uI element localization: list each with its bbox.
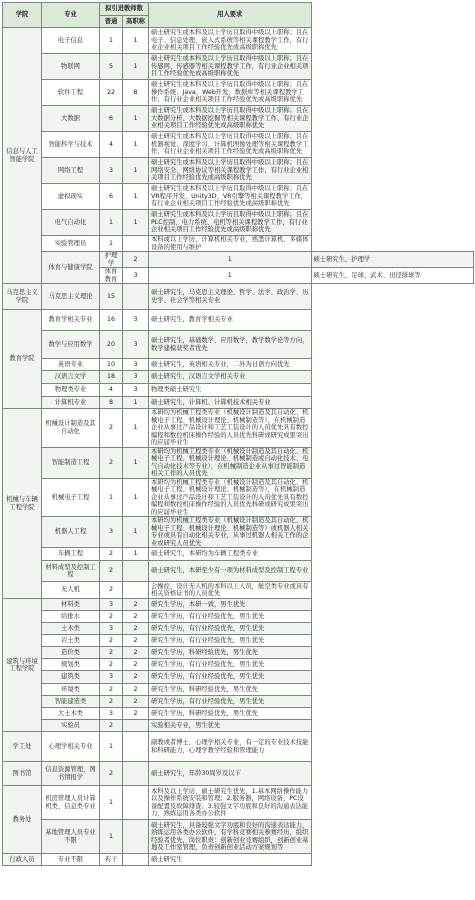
table-row bbox=[3, 708, 474, 720]
normal-count-cell: 6 bbox=[100, 106, 123, 132]
table-row bbox=[3, 786, 474, 820]
requirements-cell: 本研均为机械工程类专业（机械设计制造及其自动化、机械电子工程、机械设计理论、机械制造等），在机械制造企业从事过产品设计和工艺工装设计的人员优先具有数控编程和数控机床操作经验的人员优先科研或研究成果突出的应届毕业生 bbox=[149, 478, 312, 517]
high-count-cell: 2 bbox=[123, 659, 149, 671]
table-row bbox=[3, 854, 474, 866]
high-count-cell bbox=[123, 582, 149, 599]
major-cell: 造价类 bbox=[42, 647, 100, 659]
normal-count-cell: 2 bbox=[100, 409, 123, 448]
table-row bbox=[3, 310, 474, 331]
requirements-cell: 本科或以上学历，计算机相关专业，熟悉计算机、多媒体设备的使用与维护 bbox=[149, 236, 312, 252]
normal-count-cell: 3 bbox=[100, 671, 123, 684]
normal-count-cell: 1 bbox=[100, 236, 123, 252]
normal-count-cell: 20 bbox=[100, 331, 123, 359]
table-row bbox=[3, 447, 474, 478]
major-cell: 机器人工程 bbox=[42, 517, 100, 548]
normal-count-cell: 3 bbox=[100, 623, 123, 635]
high-count-cell: 1 bbox=[123, 548, 149, 561]
normal-count-cell: 2 bbox=[123, 252, 149, 268]
high-count-cell: 3 bbox=[123, 371, 149, 384]
major-cell: 大土木类 bbox=[42, 708, 100, 720]
major-cell: 机械设计制造及其自动化 bbox=[42, 409, 100, 448]
normal-count-cell: 1 bbox=[100, 28, 123, 54]
college-cell: 机械与车辆工程学院 bbox=[3, 409, 42, 599]
requirements-cell: 研究生学历，有行业经验优先，男生优先 bbox=[149, 635, 312, 647]
table-row bbox=[3, 684, 474, 696]
normal-count-cell: 1 bbox=[100, 478, 123, 517]
normal-count-cell: 2 bbox=[100, 720, 123, 732]
high-count-cell: 3 bbox=[123, 359, 149, 371]
normal-count-cell: 8 bbox=[100, 397, 123, 409]
major-cell: 专业不限 bbox=[42, 854, 100, 866]
table-row bbox=[3, 359, 474, 371]
high-count-cell: 1 bbox=[123, 447, 149, 478]
table-row bbox=[3, 132, 474, 158]
major-cell: 教育学相关专业 bbox=[42, 310, 100, 331]
high-count-cell bbox=[123, 820, 149, 854]
major-cell: 英语专业 bbox=[42, 359, 100, 371]
college-cell: 学工处 bbox=[3, 732, 42, 762]
requirements-cell: 硕士研究生，马克思主义理论、哲学、法学、政治学、历史学、社会学等相关专业 bbox=[149, 284, 312, 310]
requirements-cell: 硕士研究生，具备较强文字功底和良好的沟通表达能力，熟练运用各类办公软件，有学科竞赛相关参赛经历，组织经验者优先，岗位职责：创新创业竞赛组织，创新创业基地及工作室管理，负责创新创业活动方案规划等 bbox=[149, 820, 312, 854]
college-cell: 信息与人工智能学院 bbox=[3, 28, 42, 284]
normal-count-cell: 2 bbox=[100, 582, 123, 599]
normal-count-cell: 2 bbox=[100, 684, 123, 696]
requirements-cell: 硕士研究生或本科及以上学历且取得中级以上职称；且在VR程序开发、Unity3D、VR引擎等相关课程教学工作，有行业企业相关项目工作经验优先或高级职称优先 bbox=[149, 184, 312, 210]
table-row bbox=[3, 236, 474, 252]
requirements-cell: 硕士研究生 bbox=[149, 854, 312, 866]
requirements-cell: 会操控，设计无人机的本科以上人员，航空类专业或具有相关资格证书的人员优先 bbox=[149, 582, 312, 599]
requirements-cell: 研究生学历，有行业经验优先，男生优先 bbox=[149, 623, 312, 635]
normal-count-cell: 1 bbox=[100, 732, 123, 762]
table-row bbox=[3, 659, 474, 671]
normal-count-cell: 3 bbox=[100, 708, 123, 720]
normal-count-cell: 5 bbox=[100, 54, 123, 80]
table-row bbox=[3, 158, 474, 184]
high-count-cell bbox=[123, 284, 149, 310]
requirements-cell: 硕士研究生，基础数学，应用数学，教学数学论等方向，数学建模获奖者优先 bbox=[149, 331, 312, 359]
header-normal: 普通 bbox=[100, 16, 123, 28]
normal-count-cell: 2 bbox=[100, 447, 123, 478]
requirements-cell: 本研均为机械工程类专业（机械设计制造及其自动化、机械电子工程、机械设计理论、机械制造或自动化技术、电气自动化技术等专业），在机械制造企业从事过智能制造相关工作的人员优先 bbox=[149, 447, 312, 478]
requirements-cell: 硕士研究生或本科及以上学历且取得中级以上职称；且在网络安全、网络协议等相关课程教学工作，有行业企业相关项目工作经验优先或高级职称优先 bbox=[149, 158, 312, 184]
requirements-cell: 硕士研究生，本研均为车辆工程类专业 bbox=[149, 548, 312, 561]
normal-count-cell: 2 bbox=[100, 659, 123, 671]
normal-count-cell: 3 bbox=[123, 268, 149, 284]
normal-count-cell: 1 bbox=[100, 786, 123, 820]
requirements-cell: 硕士研究生，年龄30周岁及以下 bbox=[149, 762, 312, 786]
requirements-cell: 研究生学历，有行业经验优先，男生优先 bbox=[149, 696, 312, 708]
major-cell: 汉语言文学 bbox=[42, 371, 100, 384]
high-count-cell: 2 bbox=[123, 647, 149, 659]
table-row bbox=[3, 384, 474, 397]
requirements-cell: 硕士研究生或本科及以上学历且取得中级以上职称；且在PLC控制、电力系统、电机等相关课程教学工作，有行业企业相关项目工作经验优先或高级职称优先 bbox=[149, 210, 312, 236]
requirements-cell: 研究生学历，有行业经验优先，男生优先 bbox=[149, 671, 312, 684]
normal-count-cell: 2 bbox=[100, 635, 123, 647]
requirements-cell: 研究生学历，有行业经验优先，男生优先 bbox=[149, 611, 312, 623]
major-cell: 计算机专业 bbox=[42, 397, 100, 409]
normal-count-cell: 1 bbox=[100, 210, 123, 236]
high-count-cell bbox=[123, 236, 149, 252]
high-count-cell bbox=[123, 762, 149, 786]
normal-count-cell: 2 bbox=[100, 647, 123, 659]
requirements-cell: 硕士研究生或本科及以上学历且取得中级以上职称；且在机器视觉、深度学习、计算机图像处理等相关课程教学工作，有行业企业相关项目工作经验优先或高级职称优先 bbox=[149, 132, 312, 158]
high-count-cell: 3 bbox=[123, 384, 149, 397]
table-row bbox=[3, 184, 474, 210]
requirements-cell: 实验相关专业，男生优先 bbox=[149, 720, 312, 732]
high-count-cell: 1 bbox=[149, 252, 312, 268]
table-row bbox=[3, 732, 474, 762]
major-cell: 马克思主义理论 bbox=[42, 284, 100, 310]
requirements-cell: 硕士研究生，本研至少有一项为材料成型及控制工程专业 bbox=[149, 561, 312, 582]
table-row bbox=[3, 696, 474, 708]
high-count-cell: 1 bbox=[123, 132, 149, 158]
normal-count-cell: 15 bbox=[100, 284, 123, 310]
major-cell: 智能科学与技术 bbox=[42, 132, 100, 158]
high-count-cell: 1 bbox=[123, 409, 149, 448]
requirements-cell: 硕士研究生或本科及以上学历且取得中级以上职称；且在传感网、传感器等相关课程教学工作，有行业企业相关项目工作经验优先或高级职称优先 bbox=[149, 54, 312, 80]
requirements-cell: 本研均为机械工程类专业（机械设计制造及其自动化、机械电子工程、机械设计理论、机械制造等）或机器人相关专业或具有自动化相关专业，从事过机器人相关工作的企业或研究人员优先 bbox=[149, 517, 312, 548]
high-count-cell: 1 bbox=[123, 210, 149, 236]
high-count-cell bbox=[123, 720, 149, 732]
table-row bbox=[3, 647, 474, 659]
college-cell: 图书馆 bbox=[3, 762, 42, 786]
table-row bbox=[3, 54, 474, 80]
normal-count-cell: 2 bbox=[100, 611, 123, 623]
requirements-cell: 物理类硕士研究生 bbox=[149, 384, 312, 397]
requirements-cell: 本研均为机械工程类专业（机械设计制造及其自动化、机械电子工程、机械设计理论、机械制造等），在机械制造企业从事过产品设计和工艺工装设计的人员优先具有数控编程和数控机床操作经验的人员优先科研或研究成果突出的应届毕业生 bbox=[149, 409, 312, 448]
major-cell: 电气自动化 bbox=[42, 210, 100, 236]
table-row bbox=[3, 635, 474, 647]
header-college: 学院 bbox=[3, 3, 42, 28]
major-cell: 虚拟现实 bbox=[42, 184, 100, 210]
table-row bbox=[3, 409, 474, 448]
header-major: 专业 bbox=[42, 3, 100, 28]
table-row bbox=[3, 210, 474, 236]
header-plan-group: 拟引进教师数 bbox=[100, 3, 149, 16]
high-count-cell: 8 bbox=[123, 80, 149, 106]
table-row bbox=[3, 611, 474, 623]
normal-count-cell: 3 bbox=[100, 599, 123, 611]
major-cell: 实验员 bbox=[42, 720, 100, 732]
major-cell: 网络工程 bbox=[42, 158, 100, 184]
normal-count-cell: 4 bbox=[100, 384, 123, 397]
normal-count-cell: 16 bbox=[100, 310, 123, 331]
high-count-cell: 2 bbox=[123, 599, 149, 611]
major-cell: 无人机 bbox=[42, 582, 100, 599]
college-cell: 行政人员 bbox=[3, 854, 42, 866]
high-count-cell: 3 bbox=[123, 331, 149, 359]
high-count-cell: 2 bbox=[123, 671, 149, 684]
table-row bbox=[3, 762, 474, 786]
major-cell: 大数据 bbox=[42, 106, 100, 132]
requirements-cell: 副教或者博士，心理学相关专业，有一定的专业技术技能和科研能力，心理学教学经验和管理能力 bbox=[149, 732, 312, 762]
high-count-cell: 1 bbox=[123, 397, 149, 409]
table-row bbox=[3, 28, 474, 54]
major-cell: 护理学 bbox=[100, 252, 123, 268]
major-cell: 材料成型及控制工程 bbox=[42, 561, 100, 582]
requirements-cell: 研究生学历，科研经验优先，男生优先 bbox=[149, 647, 312, 659]
table-row bbox=[3, 548, 474, 561]
high-count-cell: 1 bbox=[123, 28, 149, 54]
table-row bbox=[3, 820, 474, 854]
major-cell: 数学与应用数学 bbox=[42, 331, 100, 359]
major-cell: 物理类专业 bbox=[42, 384, 100, 397]
requirements-cell: 研究生学历，科研经验优先，男生优先 bbox=[149, 684, 312, 696]
table-row bbox=[3, 106, 474, 132]
table-row bbox=[3, 371, 474, 384]
table-row bbox=[3, 80, 474, 106]
normal-count-cell: 2 bbox=[100, 561, 123, 582]
high-count-cell: 2 bbox=[123, 696, 149, 708]
high-count-cell: 1 bbox=[123, 158, 149, 184]
major-cell: 智能建造类 bbox=[42, 696, 100, 708]
college-cell: 教务处 bbox=[3, 786, 42, 854]
requirements-cell: 本科及以上学历，硕士研究生优先，1.基本网络操作能力以及操作系统安装和管理；2.服务器，网络设备，PC设备配置及故障排查；3.较强文字功底和良好的沟通表达能力，熟练运用各类办公软件 bbox=[149, 786, 312, 820]
table-row bbox=[3, 517, 474, 548]
high-count-cell: 2 bbox=[123, 623, 149, 635]
requirements-cell: 研究生学历，本研一致，男生优先 bbox=[149, 599, 312, 611]
table-row bbox=[3, 623, 474, 635]
high-count-cell bbox=[123, 854, 149, 866]
high-count-cell: 1 bbox=[123, 106, 149, 132]
major-cell: 电子信息 bbox=[42, 28, 100, 54]
table-row bbox=[3, 284, 474, 310]
requirements-cell: 硕士研究生或本科及以上学历且取得中级以上职称；且在大数据分析、大数据挖掘等相关课程教学工作，有行业企业相关项目工作经验优先或高级职称优先 bbox=[149, 106, 312, 132]
high-count-cell: 2 bbox=[123, 611, 149, 623]
major-cell: 规划类 bbox=[42, 659, 100, 671]
high-count-cell: 3 bbox=[123, 310, 149, 331]
high-count-cell: 2 bbox=[123, 635, 149, 647]
high-count-cell: 1 bbox=[123, 478, 149, 517]
major-cell: 物联网 bbox=[42, 54, 100, 80]
requirements-cell: 硕士研究生，护理学 bbox=[311, 252, 474, 268]
header-requirements: 用人要求 bbox=[149, 3, 312, 28]
major-cell: 材料类 bbox=[42, 599, 100, 611]
major-cell: 软件工程 bbox=[42, 80, 100, 106]
table-row bbox=[3, 397, 474, 409]
table-row bbox=[3, 671, 474, 684]
normal-count-cell: 22 bbox=[100, 80, 123, 106]
normal-count-cell: 6 bbox=[100, 184, 123, 210]
major-cell: 环境类 bbox=[42, 684, 100, 696]
requirements-cell: 硕士研究生或本科及以上学历且取得中级以上职称；且在操作系统、Java、Web开发、数据库等相关课程教学工作，有行业企业相关项目工作经验优先或高级职称优先 bbox=[149, 80, 312, 106]
major-cell: 心理学相关专业 bbox=[42, 732, 100, 762]
major-cell: 建筑类 bbox=[42, 671, 100, 684]
normal-count-cell: 4 bbox=[100, 132, 123, 158]
major-cell: 车辆工程 bbox=[42, 548, 100, 561]
major-cell: 信息资源管理，图书情报学 bbox=[42, 762, 100, 786]
header-high: 高职称 bbox=[123, 16, 149, 28]
recruitment-table bbox=[2, 2, 474, 866]
normal-count-cell: 3 bbox=[100, 517, 123, 548]
high-count-cell bbox=[123, 732, 149, 762]
table-row bbox=[3, 599, 474, 611]
college-cell: 马克思主义学院 bbox=[3, 284, 42, 310]
high-count-cell: 2 bbox=[123, 708, 149, 720]
major-cell: 土木类 bbox=[42, 623, 100, 635]
requirements-cell: 硕士研究生，足球、武术、田径排球等 bbox=[311, 268, 474, 284]
major-cell: 体育教育 bbox=[100, 268, 123, 284]
table-row bbox=[3, 478, 474, 517]
major-cell: 机房管理人员计算机类、信息类专业 bbox=[42, 786, 100, 820]
high-count-cell: 1 bbox=[123, 54, 149, 80]
high-count-cell: 1 bbox=[149, 268, 312, 284]
normal-count-cell: 2 bbox=[100, 696, 123, 708]
requirements-cell: 硕士研究生，计算机、计算机技术相关专业 bbox=[149, 397, 312, 409]
table-row bbox=[3, 252, 474, 268]
requirements-cell: 硕士研究生或本科及以上学历且取得中级以上职称；且在电子、信息处理、嵌入式系统等相关课程教学工作，有行业企业相关项目工作经验优先或高级职称优先 bbox=[149, 28, 312, 54]
college-cell: 体育与健康学院 bbox=[42, 252, 100, 284]
normal-count-cell: 2 bbox=[100, 762, 123, 786]
normal-count-cell: 10 bbox=[100, 359, 123, 371]
major-cell: 实验管理员 bbox=[42, 236, 100, 252]
normal-count-cell: 2 bbox=[100, 548, 123, 561]
major-cell: 给排水 bbox=[42, 611, 100, 623]
major-cell: 岩土类 bbox=[42, 635, 100, 647]
requirements-cell: 硕士研究生，英语相关专业，二外为日语方向优先 bbox=[149, 359, 312, 371]
high-count-cell: 2 bbox=[123, 684, 149, 696]
high-count-cell bbox=[123, 786, 149, 820]
table-row bbox=[3, 561, 474, 582]
requirements-cell: 研究生学历，有行业经验优先，男生优先 bbox=[149, 659, 312, 671]
requirements-cell: 研究生学历，科研经验优先，男生优先 bbox=[149, 708, 312, 720]
requirements-cell: 硕士研究生，教育学相关专业 bbox=[149, 310, 312, 331]
normal-count-cell: 3 bbox=[100, 158, 123, 184]
major-cell: 基地管理人员专业不限 bbox=[42, 820, 100, 854]
normal-count-cell: 若干 bbox=[100, 854, 123, 866]
high-count-cell bbox=[123, 561, 149, 582]
college-cell: 建筑与环境工程学院 bbox=[3, 599, 42, 732]
normal-count-cell: 18 bbox=[100, 371, 123, 384]
table-row bbox=[3, 331, 474, 359]
college-cell: 教育学院 bbox=[3, 310, 42, 409]
normal-count-cell: 1 bbox=[100, 820, 123, 854]
major-cell: 智能制造工程 bbox=[42, 447, 100, 478]
high-count-cell: 1 bbox=[123, 517, 149, 548]
table-row bbox=[3, 582, 474, 599]
high-count-cell: 1 bbox=[123, 184, 149, 210]
major-cell: 机械电子工程 bbox=[42, 478, 100, 517]
requirements-cell: 硕士研究生，汉语言文学相关专业 bbox=[149, 371, 312, 384]
table-row bbox=[3, 720, 474, 732]
